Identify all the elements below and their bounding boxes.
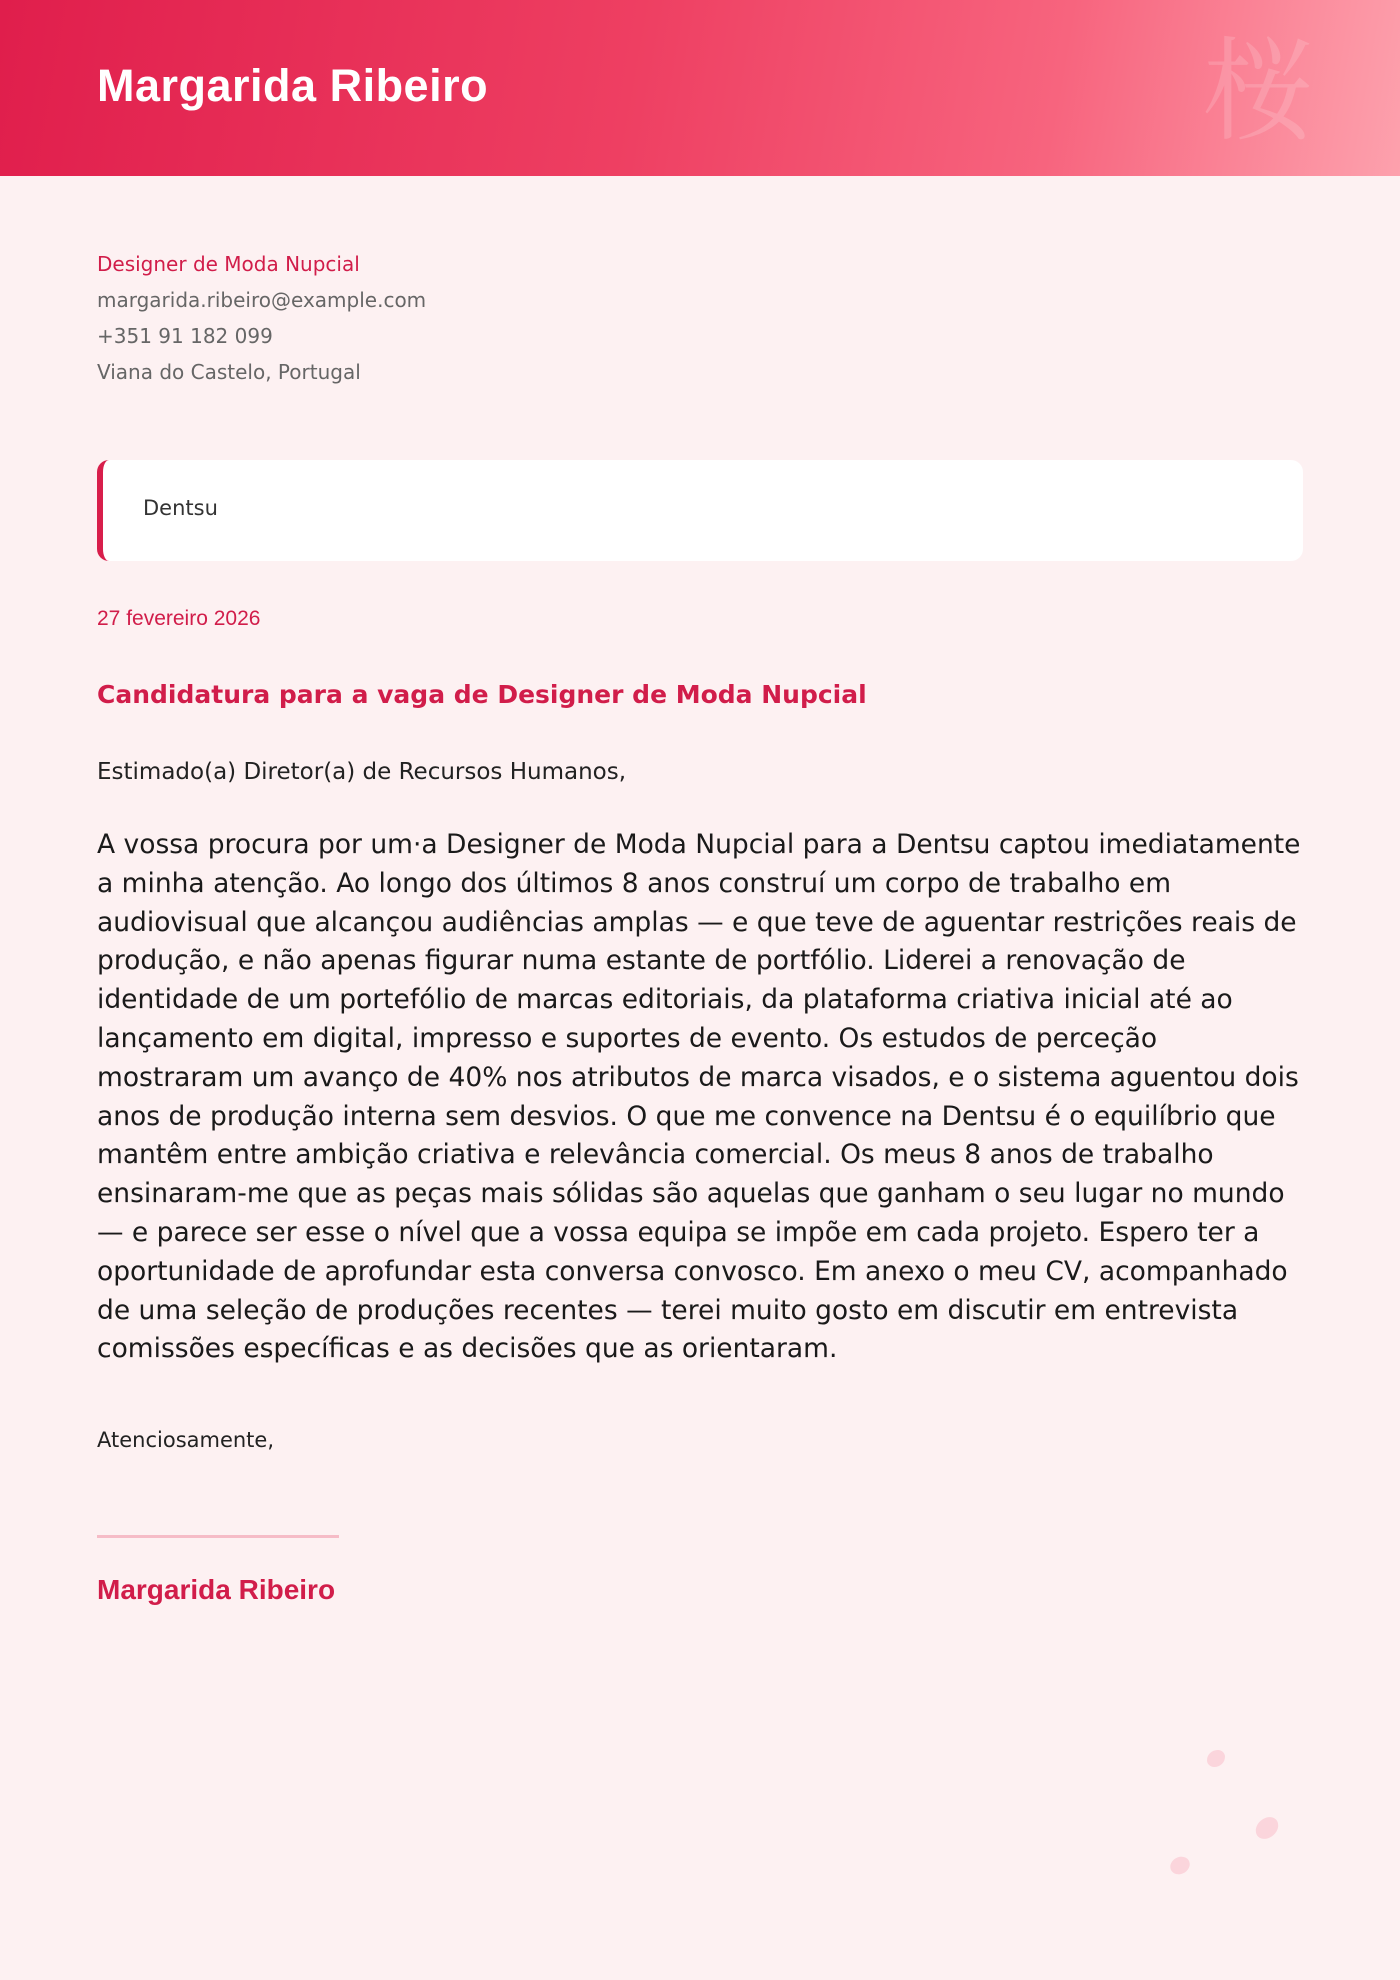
letter-subject: Candidatura para a vaga de Designer de Moda Nupcial bbox=[97, 680, 867, 709]
letter-closing: Atenciosamente, bbox=[97, 1428, 275, 1452]
petal-decoration bbox=[1252, 1814, 1281, 1841]
recipient-company: Dentsu bbox=[143, 496, 218, 520]
petal-decoration bbox=[1207, 1750, 1225, 1767]
letter-date: 27 fevereiro 2026 bbox=[97, 607, 261, 630]
letter-body: A vossa procura por um·a Designer de Moda Nupcial para a Dentsu captou imediatamente a minha atenção. Ao longo dos últimos 8 anos construí um corpo de trabalho em audiovisual que alcançou audiências amplas — e que teve de aguentar restrições reais de produção, e não apenas figurar numa estante de portfólio. Liderei a renovação de identidade de um portefólio de marcas editoriais, da plataforma criativa inicial até ao lançamento em digital, impresso e suportes de evento. Os estudos de perceção mostraram um avanço de 40% nos atributos de marca visados, e o sistema aguentou dois anos de produção interna sem desvios. O que me convence na Dentsu é o equilíbrio que mantêm entre ambição criativa e relevância comercial. Os meus 8 anos de trabalho ensinaram-me que as peças mais sólidas são aquelas que ganham o seu lugar no mundo — e parece ser esse o nível que a vossa equipa se impõe em cada projeto. Espero ter a oportunidade de aprofundar esta conversa convosco. Em anexo o meu CV, acompanhado de uma seleção de produções recentes — terei muito gosto em discutir em entrevista comissões específicas e as decisões que as orientaram. bbox=[97, 829, 1301, 1365]
recipient-card bbox=[97, 460, 1303, 561]
petal-decoration bbox=[1168, 1853, 1192, 1878]
letter-greeting: Estimado(a) Diretor(a) de Recursos Humanos, bbox=[97, 759, 627, 785]
location: Viana do Castelo, Portugal bbox=[97, 360, 361, 384]
email-address: margarida.ribeiro@example.com bbox=[97, 288, 427, 312]
sakura-glyph-decoration: 桜 bbox=[1202, 27, 1314, 157]
header-name: Margarida Ribeiro bbox=[97, 60, 489, 111]
phone-number: +351 91 182 099 bbox=[97, 324, 273, 348]
header-banner bbox=[0, 0, 1400, 176]
signature-name: Margarida Ribeiro bbox=[97, 1574, 336, 1605]
signature-divider bbox=[97, 1535, 339, 1538]
job-title: Designer de Moda Nupcial bbox=[97, 252, 360, 276]
contact-block bbox=[97, 252, 426, 396]
